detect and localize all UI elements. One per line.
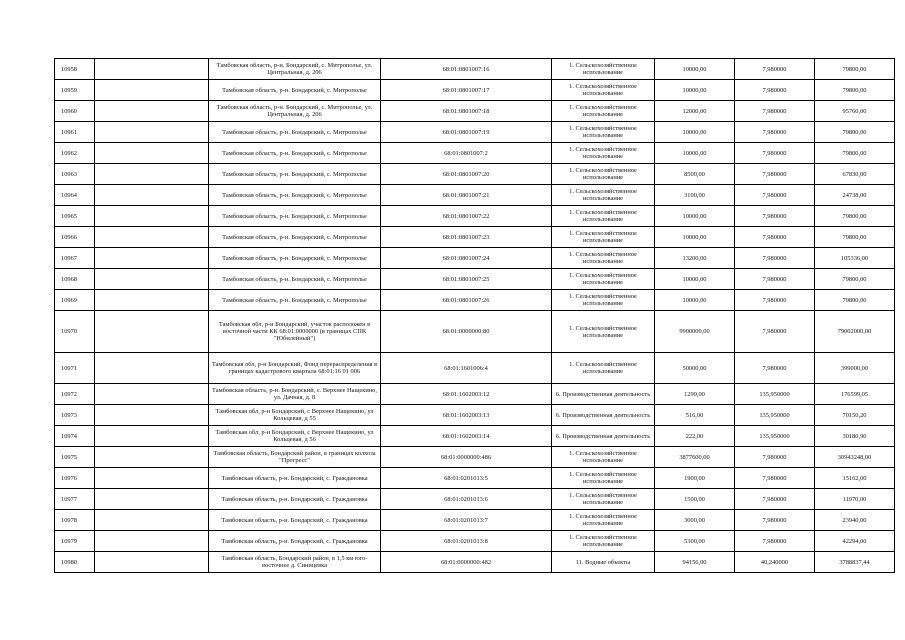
empty-cell — [95, 80, 209, 101]
row-number: 10964 — [55, 185, 95, 206]
empty-cell — [95, 405, 209, 426]
area-cell: 12000,00 — [655, 101, 735, 122]
address-cell: Тамбовская обл, р-н Бондарский, с Верхнее Нащекино, ул Кольцевая, д 55 — [209, 405, 381, 426]
cadastral-number-cell: 68:01:0201013:7 — [381, 510, 552, 531]
cadastral-value-cell: 79002000,00 — [815, 311, 895, 353]
area-cell: 10000,00 — [655, 227, 735, 248]
row-number: 10966 — [55, 227, 95, 248]
row-number: 10976 — [55, 468, 95, 489]
area-cell: 10000,00 — [655, 122, 735, 143]
empty-cell — [95, 290, 209, 311]
specific-value-cell: 7,980000 — [735, 206, 815, 227]
cadastral-value-cell: 95760,00 — [815, 101, 895, 122]
land-use-cell: 1. Сельскохозяйственное использование — [552, 185, 655, 206]
empty-cell — [95, 122, 209, 143]
row-number: 10969 — [55, 290, 95, 311]
cadastral-value-cell: 399000,00 — [815, 353, 895, 384]
cadastral-value-cell: 30180,90 — [815, 426, 895, 447]
row-number: 10959 — [55, 80, 95, 101]
cadastral-number-cell: 68:01:1602003:12 — [381, 384, 552, 405]
address-cell: Тамбовская обл, р-н Бондарский, участок расположен в восточной части КК 68:01:0000000 (в границах СПК "Юбилейный") — [209, 311, 381, 353]
area-cell: 13200,00 — [655, 248, 735, 269]
area-cell: 10000,00 — [655, 269, 735, 290]
address-cell: Тамбовская область, р-н. Бондарский, с. Митрополье — [209, 80, 381, 101]
area-cell: 9900000,00 — [655, 311, 735, 353]
table-row — [55, 353, 895, 384]
cadastral-value-cell: 79800,00 — [815, 122, 895, 143]
area-cell: 10000,00 — [655, 59, 735, 80]
empty-cell — [95, 384, 209, 405]
land-use-cell: 1. Сельскохозяйственное использование — [552, 122, 655, 143]
row-number: 10958 — [55, 59, 95, 80]
land-use-cell: 1. Сельскохозяйственное использование — [552, 248, 655, 269]
address-cell: Тамбовская область, р-н. Бондарский, с. Митрополье — [209, 290, 381, 311]
empty-cell — [95, 269, 209, 290]
empty-cell — [95, 426, 209, 447]
specific-value-cell: 7,980000 — [735, 510, 815, 531]
row-number: 10975 — [55, 447, 95, 468]
cadastral-value-cell: 3788837,44 — [815, 552, 895, 573]
specific-value-cell: 135,950000 — [735, 405, 815, 426]
area-cell: 50000,00 — [655, 353, 735, 384]
specific-value-cell: 135,950000 — [735, 426, 815, 447]
cadastral-number-cell: 68:01:1601006:4 — [381, 353, 552, 384]
area-cell: 10000,00 — [655, 143, 735, 164]
address-cell: Тамбовская область, р-н. Бондарский, с. Граждановка — [209, 468, 381, 489]
empty-cell — [95, 164, 209, 185]
empty-cell — [95, 101, 209, 122]
table-row — [55, 185, 895, 206]
area-cell: 10000,00 — [655, 80, 735, 101]
cadastral-number-cell: 68:01:0000000:482 — [381, 552, 552, 573]
table-row — [55, 248, 895, 269]
table-row — [55, 227, 895, 248]
specific-value-cell: 7,980000 — [735, 531, 815, 552]
table-row — [55, 101, 895, 122]
table-row — [55, 143, 895, 164]
cadastral-value-cell: 42294,00 — [815, 531, 895, 552]
empty-cell — [95, 311, 209, 353]
land-use-cell: 1. Сельскохозяйственное использование — [552, 311, 655, 353]
empty-cell — [95, 468, 209, 489]
specific-value-cell: 7,980000 — [735, 468, 815, 489]
address-cell: Тамбовская область, р-н. Бондарский, с. Граждановка — [209, 531, 381, 552]
specific-value-cell: 7,980000 — [735, 80, 815, 101]
land-use-cell: 1. Сельскохозяйственное использование — [552, 101, 655, 122]
cadastral-value-cell: 79800,00 — [815, 290, 895, 311]
cadastral-number-cell: 68:01:0801007:16 — [381, 59, 552, 80]
table-row — [55, 206, 895, 227]
row-number: 10961 — [55, 122, 95, 143]
cadastral-number-cell: 68:01:0801007:19 — [381, 122, 552, 143]
row-number: 10979 — [55, 531, 95, 552]
land-use-cell: 6. Производственная деятельность — [552, 426, 655, 447]
land-use-cell: 1. Сельскохозяйственное использование — [552, 510, 655, 531]
address-cell: Тамбовская область, р-н. Бондарский, с. Митрополье — [209, 227, 381, 248]
cadastral-number-cell: 68:01:0801007:18 — [381, 101, 552, 122]
land-use-cell: 1. Сельскохозяйственное использование — [552, 269, 655, 290]
empty-cell — [95, 248, 209, 269]
cadastral-value-table — [54, 58, 895, 573]
cadastral-value-cell: 23940,00 — [815, 510, 895, 531]
row-number: 10965 — [55, 206, 95, 227]
row-number: 10974 — [55, 426, 95, 447]
cadastral-number-cell: 68:01:0801007:24 — [381, 248, 552, 269]
cadastral-number-cell: 68:01:0801007:23 — [381, 227, 552, 248]
address-cell: Тамбовская область, р-н. Бондарский, с. Митрополье — [209, 122, 381, 143]
address-cell: Тамбовская область, р-н. Бондарский, с. Митрополье — [209, 269, 381, 290]
land-use-cell: 6. Производственная деятельность — [552, 405, 655, 426]
cadastral-number-cell: 68:01:0201013:8 — [381, 531, 552, 552]
empty-cell — [95, 206, 209, 227]
land-use-cell: 1. Сельскохозяйственное использование — [552, 489, 655, 510]
row-number: 10968 — [55, 269, 95, 290]
cadastral-value-cell: 79800,00 — [815, 59, 895, 80]
table-row — [55, 531, 895, 552]
row-number: 10972 — [55, 384, 95, 405]
land-use-cell: 1. Сельскохозяйственное использование — [552, 353, 655, 384]
table-row — [55, 426, 895, 447]
address-cell: Тамбовская область, р-н. Бондарский, с. Митрополье — [209, 164, 381, 185]
area-cell: 3877600,00 — [655, 447, 735, 468]
empty-cell — [95, 227, 209, 248]
specific-value-cell: 7,980000 — [735, 489, 815, 510]
specific-value-cell: 7,980000 — [735, 122, 815, 143]
area-cell: 94156,00 — [655, 552, 735, 573]
land-use-cell: 1. Сельскохозяйственное использование — [552, 531, 655, 552]
table-row — [55, 164, 895, 185]
address-cell: Тамбовская область, р-н. Бондарский, с. Митрополье — [209, 185, 381, 206]
cadastral-number-cell: 68:01:0801007:26 — [381, 290, 552, 311]
address-cell: Тамбовская область, р-н. Бондарский, с. Митрополье — [209, 248, 381, 269]
cadastral-number-cell: 68:01:0201013:5 — [381, 468, 552, 489]
empty-cell — [95, 489, 209, 510]
cadastral-number-cell: 68:01:0801007:25 — [381, 269, 552, 290]
cadastral-number-cell: 68:01:0801007:21 — [381, 185, 552, 206]
address-cell: Тамбовская область, р-н. Бондарский, с. Верхнее Нащекино, ул. Дачная, д. 8 — [209, 384, 381, 405]
address-cell: Тамбовская область, р-н. Бондарский, с. Граждановка — [209, 489, 381, 510]
cadastral-value-cell: 11970,00 — [815, 489, 895, 510]
area-cell: 516,00 — [655, 405, 735, 426]
land-use-cell: 1. Сельскохозяйственное использование — [552, 206, 655, 227]
cadastral-value-cell: 79800,00 — [815, 143, 895, 164]
cadastral-value-cell: 67830,00 — [815, 164, 895, 185]
row-number: 10971 — [55, 353, 95, 384]
specific-value-cell: 7,980000 — [735, 59, 815, 80]
empty-cell — [95, 552, 209, 573]
address-cell: Тамбовская область, р-н. Бондарский, с. Митрополье — [209, 143, 381, 164]
empty-cell — [95, 143, 209, 164]
row-number: 10963 — [55, 164, 95, 185]
area-cell: 10000,00 — [655, 206, 735, 227]
specific-value-cell: 7,980000 — [735, 248, 815, 269]
empty-cell — [95, 531, 209, 552]
address-cell: Тамбовская область, р-н. Бондарский, с. Митрополье, ул. Центральная, д. 206 — [209, 59, 381, 80]
area-cell: 5300,00 — [655, 531, 735, 552]
area-cell: 1900,00 — [655, 468, 735, 489]
table-row — [55, 311, 895, 353]
row-number: 10973 — [55, 405, 95, 426]
cadastral-number-cell: 68:01:0801007:2 — [381, 143, 552, 164]
land-use-cell: 1. Сельскохозяйственное использование — [552, 80, 655, 101]
table-row — [55, 269, 895, 290]
land-use-cell: 1. Сельскохозяйственное использование — [552, 290, 655, 311]
specific-value-cell: 7,980000 — [735, 185, 815, 206]
row-number: 10980 — [55, 552, 95, 573]
table-row — [55, 405, 895, 426]
table-row — [55, 552, 895, 573]
land-use-cell: 6. Производственная деятельность — [552, 384, 655, 405]
cadastral-value-cell: 79800,00 — [815, 269, 895, 290]
specific-value-cell: 7,980000 — [735, 227, 815, 248]
cadastral-number-cell: 68:01:0000000:486 — [381, 447, 552, 468]
land-use-cell: 1. Сельскохозяйственное использование — [552, 59, 655, 80]
cadastral-number-cell: 68:01:0201013:6 — [381, 489, 552, 510]
cadastral-value-cell: 70150,20 — [815, 405, 895, 426]
address-cell: Тамбовская область, р-н. Бондарский, с. Митрополье — [209, 206, 381, 227]
address-cell: Тамбовская область, Бондарский район, в границах колхоза "Прогресс" — [209, 447, 381, 468]
cadastral-number-cell: 68:01:0801007:17 — [381, 80, 552, 101]
address-cell: Тамбовская область, р-н. Бондарский, с. Митрополье, ул. Центральная, д. 206 — [209, 101, 381, 122]
empty-cell — [95, 510, 209, 531]
empty-cell — [95, 59, 209, 80]
specific-value-cell: 7,980000 — [735, 101, 815, 122]
table-row — [55, 447, 895, 468]
cadastral-number-cell: 68:01:0801007:22 — [381, 206, 552, 227]
cadastral-value-cell: 79800,00 — [815, 227, 895, 248]
table-row — [55, 468, 895, 489]
cadastral-number-cell: 68:01:1602003:13 — [381, 405, 552, 426]
specific-value-cell: 7,980000 — [735, 269, 815, 290]
table-row — [55, 122, 895, 143]
area-cell: 1299,00 — [655, 384, 735, 405]
specific-value-cell: 7,980000 — [735, 164, 815, 185]
row-number: 10978 — [55, 510, 95, 531]
cadastral-value-cell: 79800,00 — [815, 206, 895, 227]
table-row — [55, 80, 895, 101]
row-number: 10962 — [55, 143, 95, 164]
area-cell: 1500,00 — [655, 489, 735, 510]
table-row — [55, 384, 895, 405]
address-cell: Тамбовская область, Бондарский район, в 1,5 км юго-восточнее д. Синицевка — [209, 552, 381, 573]
table-row — [55, 59, 895, 80]
area-cell: 10000,00 — [655, 290, 735, 311]
specific-value-cell: 7,980000 — [735, 290, 815, 311]
area-cell: 3000,00 — [655, 510, 735, 531]
specific-value-cell: 7,980000 — [735, 353, 815, 384]
empty-cell — [95, 447, 209, 468]
address-cell: Тамбовская обл, р-н Бондарский, с Верхнее Нащекино, ул Кольцевая, д 56 — [209, 426, 381, 447]
land-use-cell: 1. Сельскохозяйственное использование — [552, 447, 655, 468]
area-cell: 222,00 — [655, 426, 735, 447]
cadastral-value-cell: 30943248,00 — [815, 447, 895, 468]
specific-value-cell: 7,980000 — [735, 447, 815, 468]
cadastral-value-cell: 79800,00 — [815, 80, 895, 101]
row-number: 10970 — [55, 311, 95, 353]
specific-value-cell: 7,980000 — [735, 143, 815, 164]
specific-value-cell: 40,240000 — [735, 552, 815, 573]
cadastral-number-cell: 68:01:0000000:80 — [381, 311, 552, 353]
specific-value-cell: 7,980000 — [735, 311, 815, 353]
land-use-cell: 1. Сельскохозяйственное использование — [552, 164, 655, 185]
row-number: 10967 — [55, 248, 95, 269]
cadastral-value-cell: 105336,00 — [815, 248, 895, 269]
land-use-cell: 11. Водные объекты — [552, 552, 655, 573]
area-cell: 3100,00 — [655, 185, 735, 206]
table-row — [55, 290, 895, 311]
cadastral-value-cell: 24738,00 — [815, 185, 895, 206]
row-number: 10977 — [55, 489, 95, 510]
address-cell: Тамбовская область, р-н. Бондарский, с. Граждановка — [209, 510, 381, 531]
row-number: 10960 — [55, 101, 95, 122]
cadastral-number-cell: 68:01:1602003:14 — [381, 426, 552, 447]
land-use-cell: 1. Сельскохозяйственное использование — [552, 227, 655, 248]
land-use-cell: 1. Сельскохозяйственное использование — [552, 468, 655, 489]
table-row — [55, 510, 895, 531]
empty-cell — [95, 353, 209, 384]
table-row — [55, 489, 895, 510]
cadastral-value-cell: 15162,00 — [815, 468, 895, 489]
specific-value-cell: 135,950000 — [735, 384, 815, 405]
land-use-cell: 1. Сельскохозяйственное использование — [552, 143, 655, 164]
address-cell: Тамбовская обл, р-н Бондарский, Фонд перераспределения в границах кадастрового квартала 68:01:16 01 006 — [209, 353, 381, 384]
area-cell: 8500,00 — [655, 164, 735, 185]
empty-cell — [95, 185, 209, 206]
cadastral-number-cell: 68:01:0801007:20 — [381, 164, 552, 185]
cadastral-value-cell: 176599,05 — [815, 384, 895, 405]
